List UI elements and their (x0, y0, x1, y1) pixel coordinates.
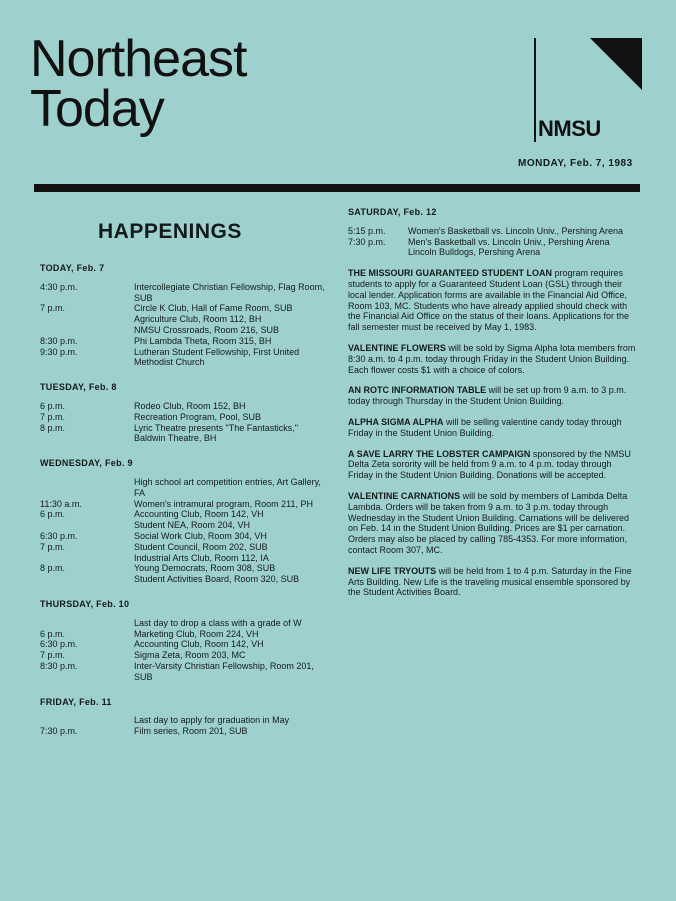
event-text: Rodeo Club, Room 152, BH (134, 400, 246, 411)
event-time (40, 618, 134, 629)
event-time (40, 477, 134, 499)
event-row (40, 553, 330, 564)
announcement-text: will be held from 1 to 4 p.m. Saturday in the Fine Arts Building. New Life is the traveling musical ensemble sponsored by the Student Activities Board. (348, 565, 632, 598)
event-row (348, 247, 638, 258)
day-block-wednesday (40, 458, 330, 585)
event-text: Social Work Club, Room 304, VH (134, 530, 267, 541)
day-block-today (40, 263, 330, 368)
announcement-text: will be sold by members of Lambda Delta Lambda. Orders will be taken from 9 a.m. to 3 p.m. today through Wednesday in the Student Union Building. Carnations will be delivered on Feb. 14 in the Student Union Building. Prices are $1 per carnation. Orders may also be placed by calling 785-4353. For more information, contact Room 307, MC. (348, 490, 630, 555)
event-row (40, 574, 330, 585)
event-row (348, 226, 638, 237)
event-time: 11:30 a.m. (40, 498, 82, 509)
logo-text: NMSU (538, 116, 601, 141)
day-label: TODAY, Feb. 7 (40, 263, 105, 273)
event-time: 8:30 p.m. (40, 660, 78, 671)
event-text: Accounting Club, Room 142, VH (134, 509, 264, 520)
event-time: 6 p.m. (40, 628, 66, 639)
announcement-text: will be set up from 9 a.m. to 3 p.m. today through Thursday in the Student Union Building. (348, 385, 627, 407)
event-row (40, 650, 330, 661)
event-row (40, 520, 330, 531)
event-time: 6:30 p.m. (40, 530, 78, 541)
event-text: Men's Basketball vs. Lincoln Univ., Pershing Arena (408, 236, 610, 247)
announcement-text: will be sold by Sigma Alpha Iota members from 8:30 a.m. to 4 p.m. today through Friday in the Student Union Building. Each flower costs $1 with a choice of colors. (348, 342, 636, 375)
event-text: Accounting Club, Room 142, VH (134, 639, 264, 650)
event-row (40, 282, 330, 304)
announcement-text: will be selling valentine candy today through Friday in the Student Union Building. (348, 416, 622, 438)
event-text: Intercollegiate Christian Fellowship, Flag Room, SUB (134, 281, 325, 303)
event-row (40, 423, 330, 445)
event-time: 7 p.m. (40, 303, 66, 314)
event-time: 7 p.m. (40, 411, 66, 422)
event-text: Film series, Room 201, SUB (134, 726, 248, 737)
issue-date: MONDAY, Feb. 7, 1983 (518, 158, 633, 169)
event-time: 6 p.m. (40, 400, 66, 411)
event-text: Inter-Varsity Christian Fellowship, Room 201, SUB (134, 660, 314, 682)
logo-line (534, 38, 536, 142)
event-row (40, 618, 330, 629)
event-time (40, 715, 134, 726)
event-text: Lincoln Bulldogs, Pershing Arena (408, 247, 541, 258)
event-text: Young Democrats, Room 308, SUB (134, 563, 276, 574)
day-label: THURSDAY, Feb. 10 (40, 598, 130, 609)
day-label: TUESDAY, Feb. 8 (40, 382, 117, 393)
announcement-paragraph (348, 385, 638, 407)
announcement-lead: NEW LIFE TRYOUTS (348, 565, 437, 576)
day-label: FRIDAY, Feb. 11 (40, 696, 112, 707)
event-time (40, 325, 134, 336)
announcement-lead: VALENTINE FLOWERS (348, 342, 446, 353)
left-column (40, 263, 330, 737)
event-time: 6:30 p.m. (40, 639, 78, 650)
event-text: Agriculture Club, Room 112, BH (134, 314, 262, 325)
event-row (40, 347, 330, 369)
announcement-text: sponsored by the NMSU Delta Zeta sorority will be held from 9 a.m. to 4 p.m. today through Friday in the Student Union Building. Donations will be accepted. (348, 448, 631, 481)
event-time (40, 520, 134, 531)
event-text: Marketing Club, Room 224, VH (134, 628, 259, 639)
event-time: 5:15 p.m. (348, 225, 386, 236)
section-heading: HAPPENINGS (98, 220, 242, 243)
event-time: 8 p.m. (40, 563, 66, 574)
event-time: 6 p.m. (40, 509, 66, 520)
event-row (40, 563, 330, 574)
event-text: Student NEA, Room 204, VH (134, 520, 251, 531)
event-row (40, 325, 330, 336)
nmsu-logo (534, 38, 642, 142)
event-time (40, 314, 134, 325)
day-block-thursday (40, 599, 330, 683)
announcement-lead: ALPHA SIGMA ALPHA (348, 416, 444, 427)
day-label: SATURDAY, Feb. 12 (348, 207, 437, 217)
event-row (348, 237, 638, 248)
event-time (348, 247, 408, 258)
announcement-paragraph (348, 268, 638, 333)
event-row (40, 401, 330, 412)
event-row (40, 499, 330, 510)
day-block-tuesday (40, 382, 330, 444)
event-text: High school art competition entries, Art Gallery, FA (134, 476, 321, 498)
announcement-lead: THE MISSOURI GUARANTEED STUDENT LOAN (348, 268, 553, 279)
event-text: Industrial Arts Club, Room 112, IA (134, 552, 269, 563)
event-time: 7:30 p.m. (40, 726, 78, 737)
event-text: Women's Basketball vs. Lincoln Univ., Pershing Arena (408, 225, 623, 236)
announcement-paragraph (348, 491, 638, 556)
event-time (40, 553, 134, 564)
masthead-title-line1: Northeast (30, 30, 247, 88)
masthead-title-line2: Today (30, 80, 164, 138)
event-time: 8:30 p.m. (40, 335, 78, 346)
event-time: 7 p.m. (40, 541, 66, 552)
event-row (40, 477, 330, 499)
event-text: Lyric Theatre presents "The Fantasticks," Baldwin Theatre, BH (134, 422, 298, 444)
event-row (40, 412, 330, 423)
event-text: Student Activities Board, Room 320, SUB (134, 574, 300, 585)
masthead-title (30, 30, 247, 138)
event-row (40, 314, 330, 325)
event-time: 4:30 p.m. (40, 281, 78, 292)
event-text: Recreation Program, Pool, SUB (134, 411, 262, 422)
event-text: Last day to drop a class with a grade of W (134, 617, 302, 628)
event-text: Student Council, Room 202, SUB (134, 541, 268, 552)
event-text: Phi Lambda Theta, Room 315, BH (134, 335, 272, 346)
announcement-paragraph (348, 449, 638, 481)
event-time: 7:30 p.m. (348, 236, 386, 247)
event-text: Sigma Zeta, Room 203, MC (134, 650, 246, 661)
event-text: NMSU Crossroads, Room 216, SUB (134, 324, 280, 335)
event-time: 8 p.m. (40, 422, 66, 433)
event-text: Last day to apply for graduation in May (134, 715, 290, 726)
event-row (40, 303, 330, 314)
announcement-paragraph (348, 343, 638, 375)
event-row (40, 509, 330, 520)
event-row (40, 715, 330, 726)
event-time: 7 p.m. (40, 650, 66, 661)
event-time (40, 574, 134, 585)
right-column (348, 207, 638, 598)
event-text: Circle K Club, Hall of Fame Room, SUB (134, 303, 293, 314)
day-label: WEDNESDAY, Feb. 9 (40, 458, 133, 469)
announcement-paragraph (348, 566, 638, 598)
event-text: Lutheran Student Fellowship, First United Methodist Church (134, 346, 300, 368)
announcement-lead: VALENTINE CARNATIONS (348, 490, 461, 501)
day-block-friday (40, 697, 330, 737)
masthead-rule (34, 184, 640, 192)
event-row (40, 336, 330, 347)
announcement-lead: A SAVE LARRY THE LOBSTER CAMPAIGN (348, 448, 531, 459)
event-row (40, 726, 330, 737)
announcement-paragraph (348, 417, 638, 439)
event-row (40, 629, 330, 640)
event-row (40, 542, 330, 553)
logo-triangle-icon (590, 38, 642, 90)
event-text: Women's intramural program, Room 211, PH (134, 498, 313, 509)
event-time: 9:30 p.m. (40, 346, 78, 357)
announcement-lead: AN ROTC INFORMATION TABLE (348, 385, 487, 396)
event-row (40, 639, 330, 650)
event-row (40, 661, 330, 683)
event-row (40, 531, 330, 542)
announcement-text: program requires students to apply for a Guaranteed Student Loan (GSL) through their local lender. Application forms are available in the Financial Aid Office, Room 103, MC. Students who have already applied should check with the Financial Aid Office on the status of their loans. Applications for the fall semester must be received by May 1, 1983. (348, 268, 629, 333)
